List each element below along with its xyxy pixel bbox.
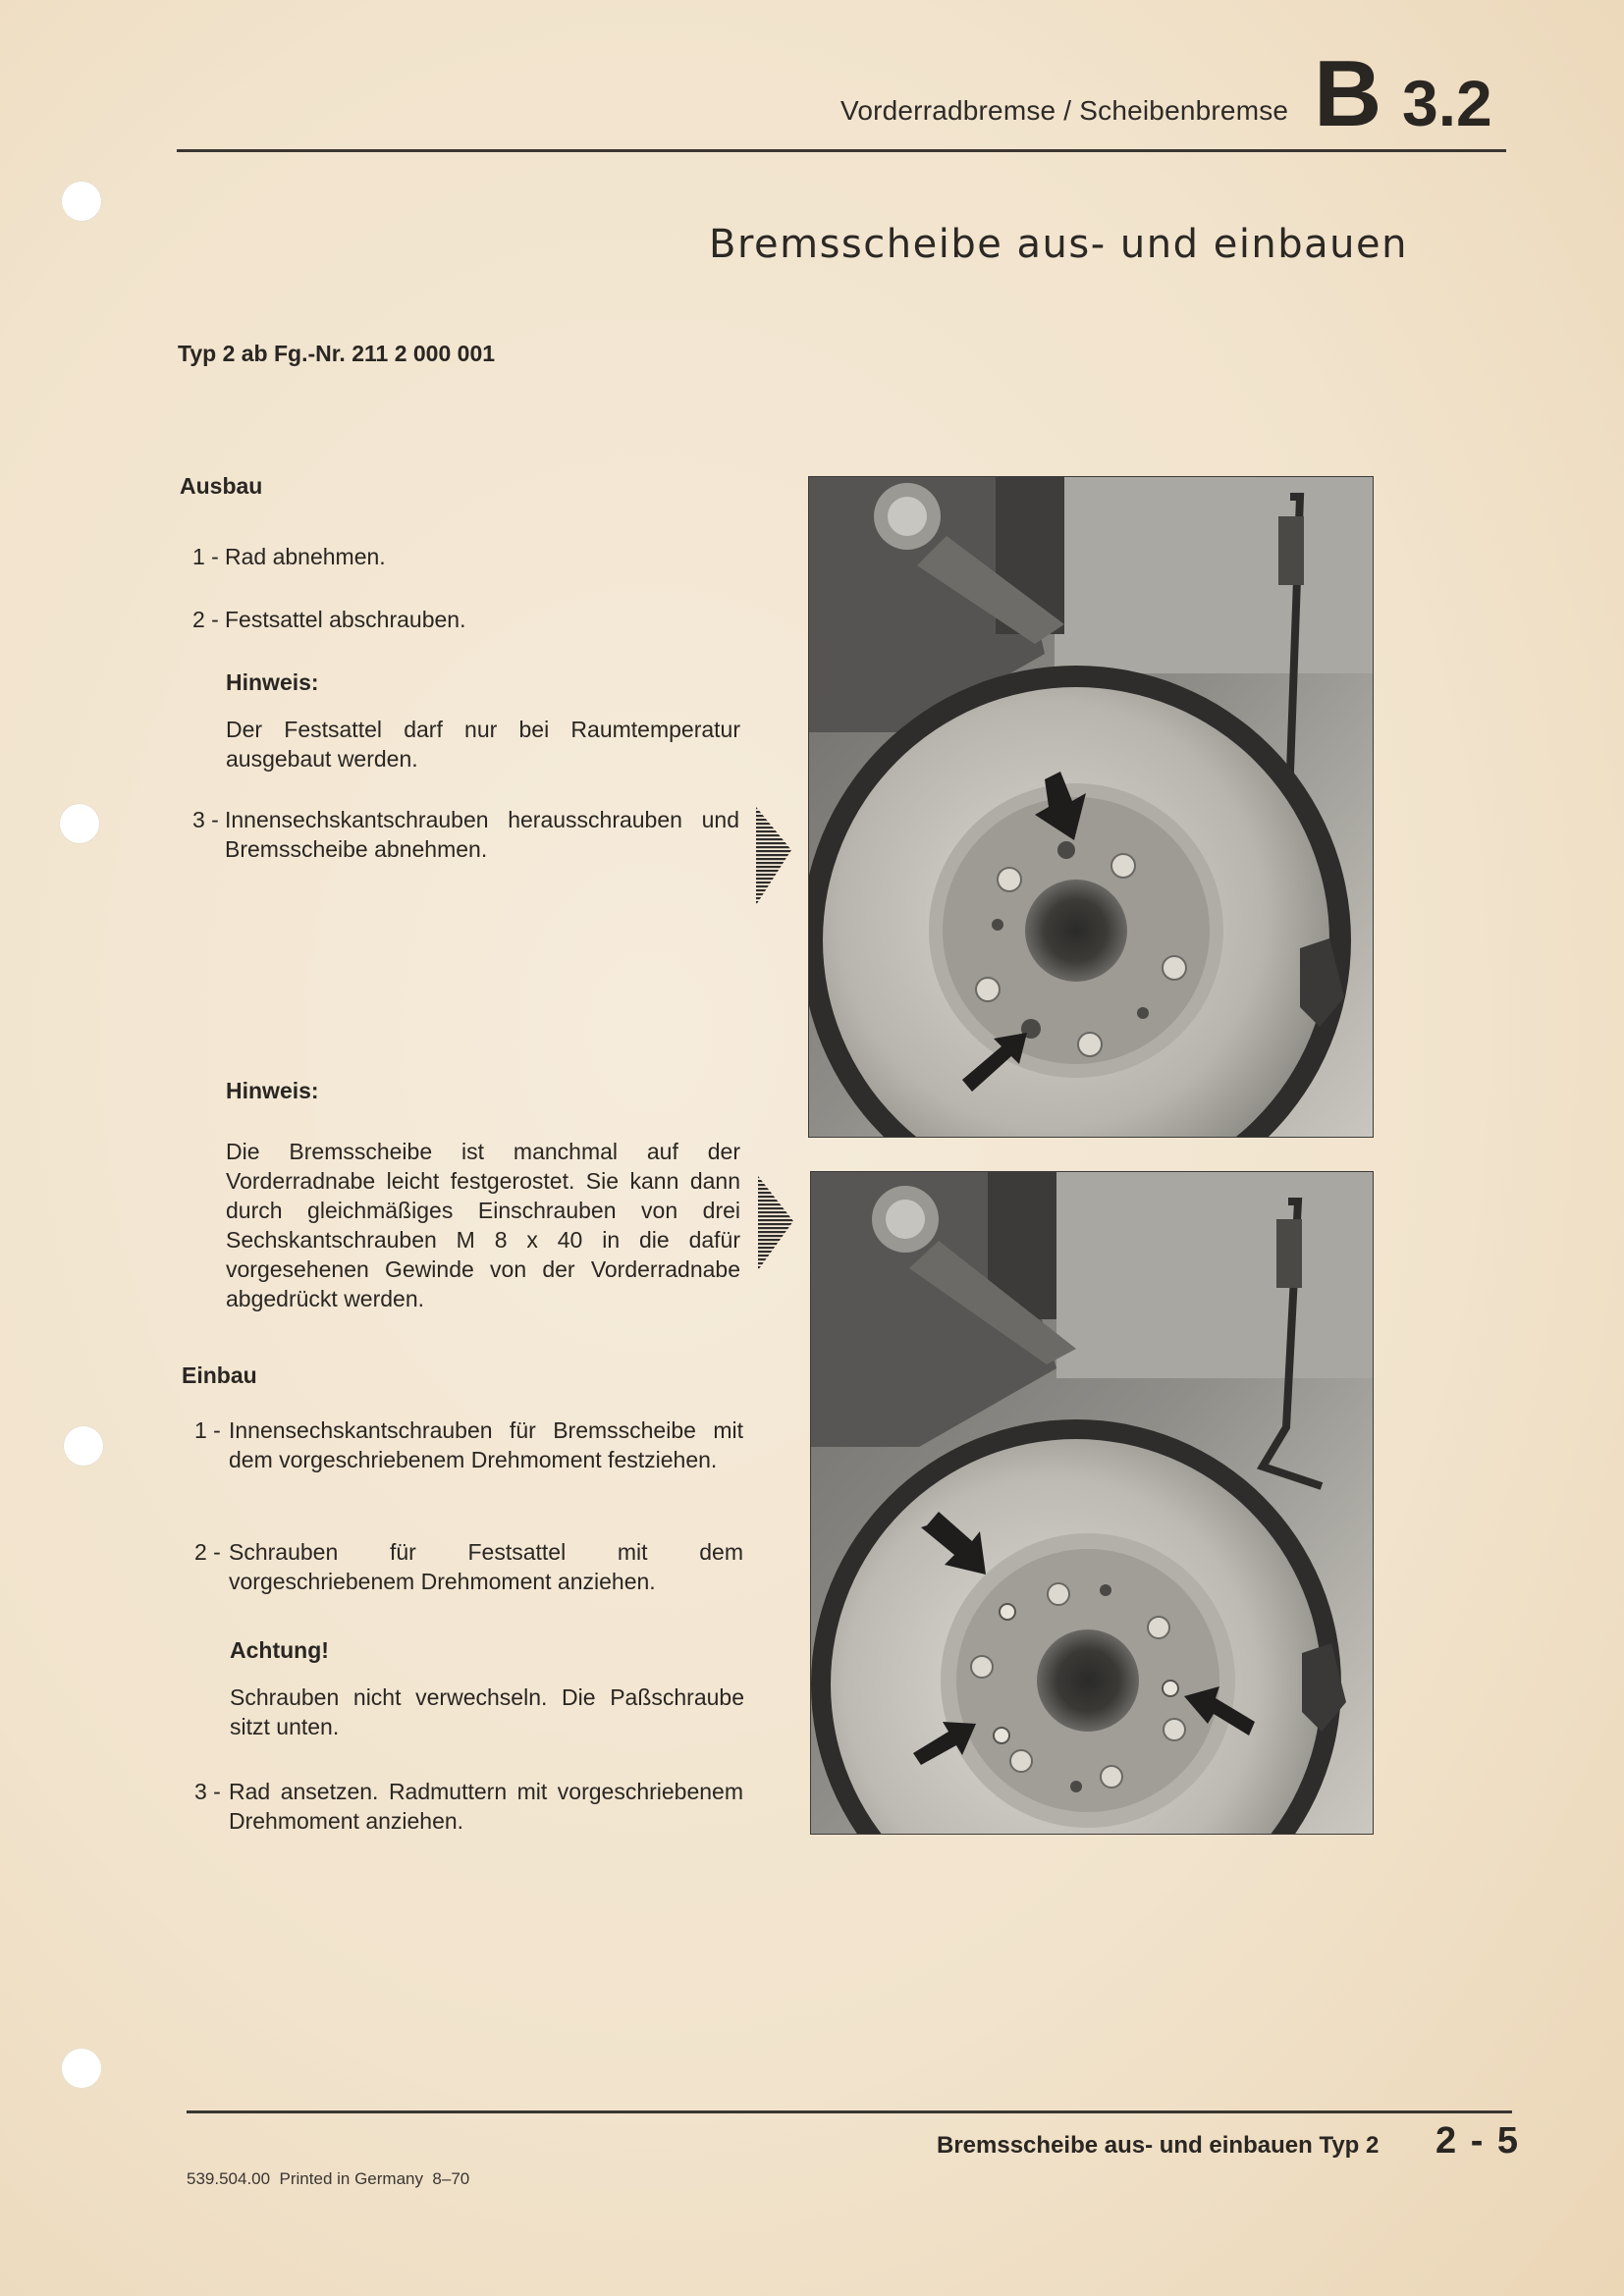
- ausbau-heading: Ausbau: [180, 473, 263, 499]
- einbau-step-2-number: 2 -: [194, 1539, 221, 1565]
- page-title: Bremsscheibe aus- und einbauen: [709, 222, 1408, 267]
- ausbau-step-2-text: Festsattel abschrauben.: [225, 607, 466, 632]
- header-group-number: 3.2: [1402, 67, 1492, 139]
- page-number: 2 - 5: [1435, 2120, 1521, 2162]
- header-group-letter: B: [1314, 41, 1382, 146]
- hinweis-2-label: Hinweis:: [226, 1078, 319, 1103]
- achtung-text: Schrauben nicht verwechseln. Die Paßschraube sitzt unten.: [230, 1684, 744, 1739]
- footer-title: Bremsscheibe aus- und einbauen Typ 2: [937, 2132, 1380, 2159]
- header-rule: [177, 149, 1506, 152]
- ausbau-step-3-text: Innensechskantschrauben herausschrauben und Bremsscheibe abnehmen.: [225, 807, 739, 862]
- binder-hole-2: [59, 803, 100, 844]
- applicability-note: Typ 2 ab Fg.-Nr. 211 2 000 001: [178, 341, 496, 366]
- ausbau-step-1-number: 1 -: [192, 544, 219, 569]
- einbau-step-1-text: Innensechskantschrauben für Bremsscheibe mit dem vorgeschriebenem Drehmoment festziehen.: [229, 1417, 743, 1472]
- binder-hole-1: [61, 181, 102, 222]
- header-section-title: Vorderradbremse / Scheibenbremse: [840, 95, 1289, 126]
- hinweis-1-label: Hinweis:: [226, 669, 319, 695]
- pointer-arrow-icon: [754, 807, 793, 905]
- ausbau-step-1-text: Rad abnehmen.: [225, 544, 386, 569]
- achtung-label: Achtung!: [230, 1637, 329, 1663]
- brake-disc-photo-removal: [809, 477, 1373, 1137]
- brake-disc-photo-installation: [811, 1172, 1373, 1834]
- einbau-step-3-text: Rad ansetzen. Radmuttern mit vorgeschriebenem Drehmoment anziehen.: [229, 1779, 743, 1834]
- einbau-step-3-number: 3 -: [194, 1779, 221, 1804]
- ausbau-step-3-number: 3 -: [192, 807, 219, 832]
- einbau-heading: Einbau: [182, 1362, 257, 1388]
- ausbau-step-2-number: 2 -: [192, 607, 219, 632]
- einbau-step-1-number: 1 -: [194, 1417, 221, 1443]
- footer-rule: [187, 2110, 1512, 2113]
- hinweis-1-text: Der Festsattel darf nur bei Raumtemperatur ausgebaut werden.: [226, 717, 740, 772]
- einbau-step-2-text: Schrauben für Festsattel mit dem vorgeschriebenem Drehmoment anziehen.: [229, 1539, 743, 1594]
- pointer-arrow-icon: [756, 1176, 795, 1270]
- binder-hole-3: [63, 1425, 104, 1467]
- hinweis-2-text: Die Bremsscheibe ist manchmal auf der Vorderradnabe leicht festgerostet. Sie kann dann durch gleichmäßiges Einschrauben von drei Sechskantschrauben M 8 x 40 in die dafür vorgesehenen Gewinde von der Vorderradnabe abgedrückt werden.: [226, 1139, 740, 1311]
- imprint: 539.504.00 Printed in Germany 8–70: [187, 2169, 470, 2188]
- binder-hole-4: [61, 2048, 102, 2089]
